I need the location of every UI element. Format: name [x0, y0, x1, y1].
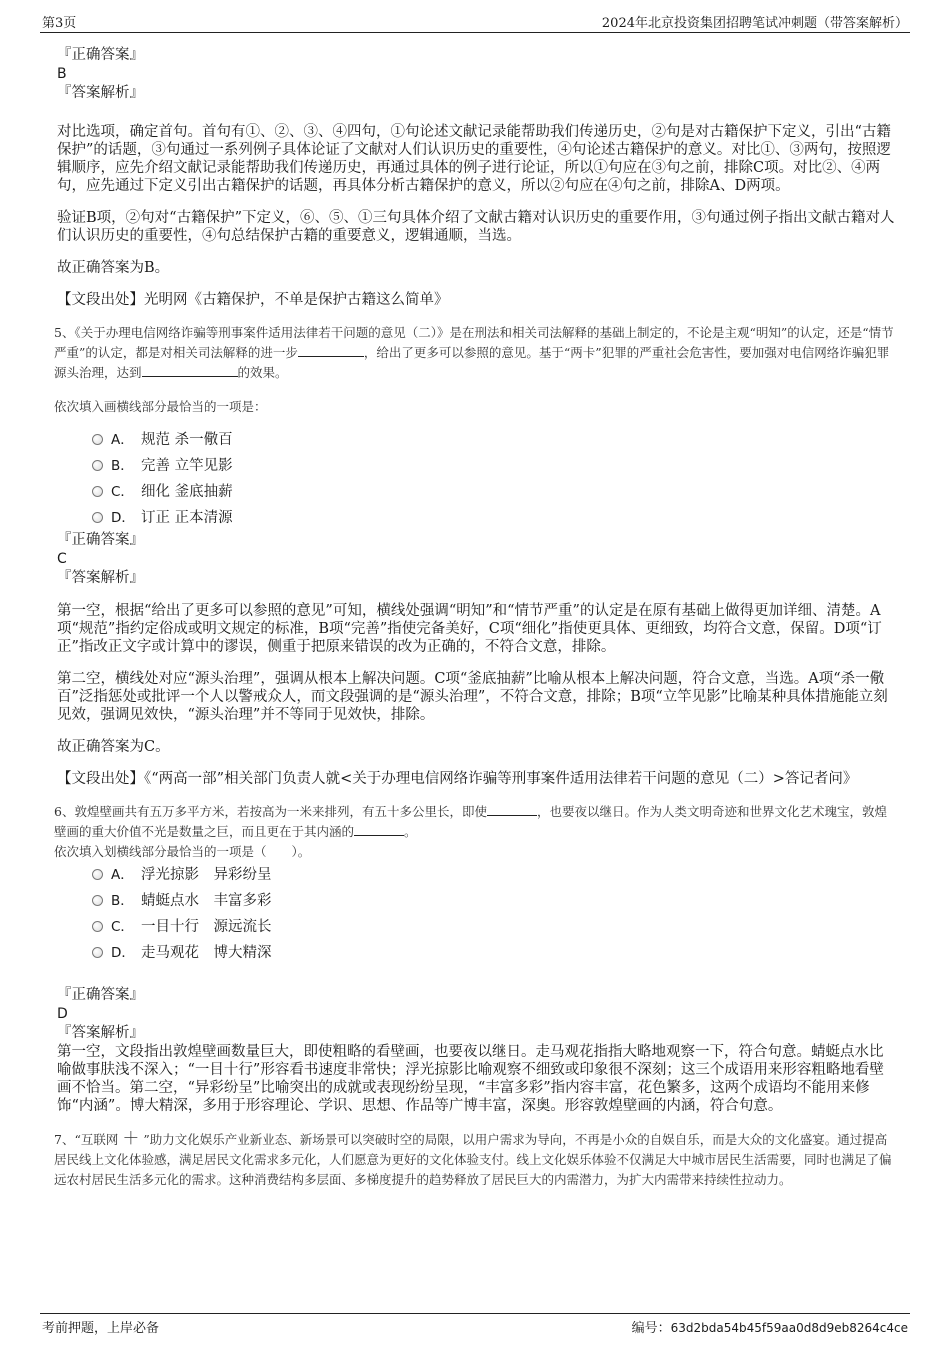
- page-header: [40, 10, 910, 33]
- option-d[interactable]: D． 走马观花 博大精深: [92, 940, 897, 966]
- option-c[interactable]: C． 细化 釜底抽薪: [92, 479, 897, 505]
- fill-blank: [142, 363, 238, 377]
- radio-icon[interactable]: [92, 947, 103, 958]
- question-stem: 6、敦煌壁画共有五万多平方米，若按高为一米来排列，有五十多公里长，即使 ，也要夜以继日。作为人类文明奇迹和世界文化艺术瑰宝，敦煌壁画的重大价值不光是数量之巨，而且更在于其内涵的 。: [54, 804, 887, 839]
- answer-label: 『正确答案』: [57, 987, 144, 1003]
- analysis-label: 『答案解析』: [57, 1025, 144, 1041]
- radio-icon[interactable]: [92, 486, 103, 497]
- analysis-paragraph: 第一空，文段指出敦煌壁画数量巨大，即使粗略的看壁画，也要夜以继日。走马观花指指大略地观察一下，符合句意。蜻蜓点水比喻做事肤浅不深入；“一目十行”形容看书速度非常快；浮光掠影比喻观察不细致或印象很不深刻；这三个成语用来形容粗略地看壁画不恰当。第二空，“异彩纷呈”比喻突出的成就或表现纷纷呈现，“丰富多彩”指内容丰富，花色繁多，这两个成语均不能用来修饰“内涵”。博大精深，多用于形容理论、学识、思想、作品等广博丰富，深奥。形容敦煌壁画的内涵，符合句意。: [57, 1044, 884, 1114]
- options-list: [92, 862, 897, 966]
- fill-blank: [298, 343, 364, 357]
- question-prompt: 依次填入划横线部分最恰当的一项是（ ）。: [54, 844, 311, 859]
- option-d[interactable]: D． 订正 正本清源: [92, 505, 897, 531]
- source-citation: 【文段出处】光明网《古籍保护，不单是保护古籍这么简单》: [57, 292, 449, 308]
- page-content: [54, 46, 897, 1190]
- question-5: [54, 323, 897, 531]
- footer-slogan: 考前押题，上岸必备: [42, 1321, 160, 1336]
- analysis-paragraph: 验证B项，②句对“古籍保护”下定义，⑥、⑤、①三句具体介绍了文献古籍对认识历史的重要作用，③句通过例子指出文献古籍对人们认识历史的重要性，④句总结保护古籍的重要意义，逻辑通顺，当选。: [57, 210, 895, 244]
- analysis-paragraph: 第二空，横线处对应“源头治理”，强调从根本上解决问题。C项“釜底抽薪”比喻从根本上解决问题，符合文意，当选。A项“杀一儆百”泛指惩处或批评一个人以警戒众人，而文段强调的是“源头治理”，不符合文意，排除；B项“立竿见影”比喻某种具体措施能立刻见效，强调见效快，“源头治理”并不等同于见效快，排除。: [57, 671, 888, 723]
- analysis-label: 『答案解析』: [57, 85, 144, 101]
- document-title: 2024年北京投资集团招聘笔试冲刺题（带答案解析）: [601, 16, 908, 31]
- answer-value: B: [57, 66, 67, 82]
- radio-icon[interactable]: [92, 895, 103, 906]
- fill-blank: [354, 822, 404, 836]
- page-footer: [40, 1313, 910, 1338]
- analysis-label: 『答案解析』: [57, 570, 144, 586]
- question-stem: 7、“互联网 ＋ ”助力文化娱乐产业新业态、新场景可以突破时空的局限，以用户需求为导向，不再是小众的自娱自乐，而是大众的文化盛宴。通过提高居民线上文化体验感，满足居民文化需求多元化，人们愿意为更好的文化体验支付。线上文化娱乐体验不仅满足大中城市居民生活需要，同时也满足了偏远农村居民生活多元化的需求。这种消费结构多层面、多梯度提升的趋势释放了居民巨大的内需潜力，为扩大内需带来持续性拉动力。: [54, 1129, 892, 1187]
- answer-value: D: [57, 1006, 68, 1022]
- question-stem: 5、《关于办理电信网络诈骗等刑事案件适用法律若干问题的意见（二）》是在刑法和相关司法解释的基础上制定的，不论是主观“明知”的认定，还是“情节严重”的认定，都是对相关司法解释的进一步 ，给出了更多可以参照的意见。基于“两卡”犯罪的严重社会危害性，要加强对电信网络诈骗犯罪源头治理，达到 的效果。: [54, 325, 894, 380]
- document-code: 编号：63d2bda54b45f59aa0d8d9eb8264c4ce: [631, 1321, 908, 1336]
- analysis-paragraph: 第一空，根据“给出了更多可以参照的意见”可知，横线处强调“明知”和“情节严重”的认定是在原有基础上做得更加详细、清楚。A项“规范”指约定俗成或明文规定的标准，B项“完善”指使完备美好，C项“细化”指使更具体、更细致，均符合文意，保留。D项“订正”指改正文字或计算中的谬误，侧重于把原来错误的改为正确的，不符合文意，排除。: [57, 603, 882, 655]
- conclusion: 故正确答案为B。: [57, 260, 170, 276]
- option-c[interactable]: C． 一目十行 源远流长: [92, 914, 897, 940]
- option-b[interactable]: B． 蜻蜓点水 丰富多彩: [92, 888, 897, 914]
- conclusion: 故正确答案为C。: [57, 739, 170, 755]
- question-prompt: 依次填入画横线部分最恰当的一项是：: [54, 399, 267, 414]
- question-6-answer: [57, 986, 897, 1115]
- option-a[interactable]: A． 浮光掠影 异彩纷呈: [92, 862, 897, 888]
- answer-value: C: [57, 551, 67, 567]
- page-number: 第3页: [42, 16, 77, 31]
- option-a[interactable]: A． 规范 杀一儆百: [92, 427, 897, 453]
- answer-label: 『正确答案』: [57, 47, 144, 63]
- fill-blank: [487, 802, 537, 816]
- radio-icon[interactable]: [92, 434, 103, 445]
- option-b[interactable]: B． 完善 立竿见影: [92, 453, 897, 479]
- question-5-answer: [57, 531, 897, 788]
- radio-icon[interactable]: [92, 460, 103, 471]
- radio-icon[interactable]: [92, 512, 103, 523]
- source-citation: 【文段出处】《“两高一部”相关部门负责人就<关于办理电信网络诈骗等刑事案件适用法律若干问题的意见（二）>答记者问》: [57, 771, 858, 787]
- radio-icon[interactable]: [92, 921, 103, 932]
- question-7: [54, 1129, 897, 1190]
- question-4-answer: [57, 46, 897, 309]
- answer-label: 『正确答案』: [57, 532, 144, 548]
- options-list: [92, 427, 897, 531]
- question-6: [54, 802, 897, 966]
- analysis-paragraph: 对比选项，确定首句。首句有①、②、③、④四句，①句论述文献记录能帮助我们传递历史，②句是对古籍保护下定义，引出“古籍保护”的话题，③句通过一系列例子具体论证了文献对人们认识历史的重要性，④句论述古籍保护的意义。对比①、③两句，按照逻辑顺序，应先介绍文献记录能帮助我们传递历史，再通过具体的例子进行论证，所以①句应在③句之前，排除C项。对比②、④两句，应先通过下定义引出古籍保护的话题，再具体分析古籍保护的意义，所以②句应在④句之前，排除A、D两项。: [57, 124, 891, 194]
- radio-icon[interactable]: [92, 869, 103, 880]
